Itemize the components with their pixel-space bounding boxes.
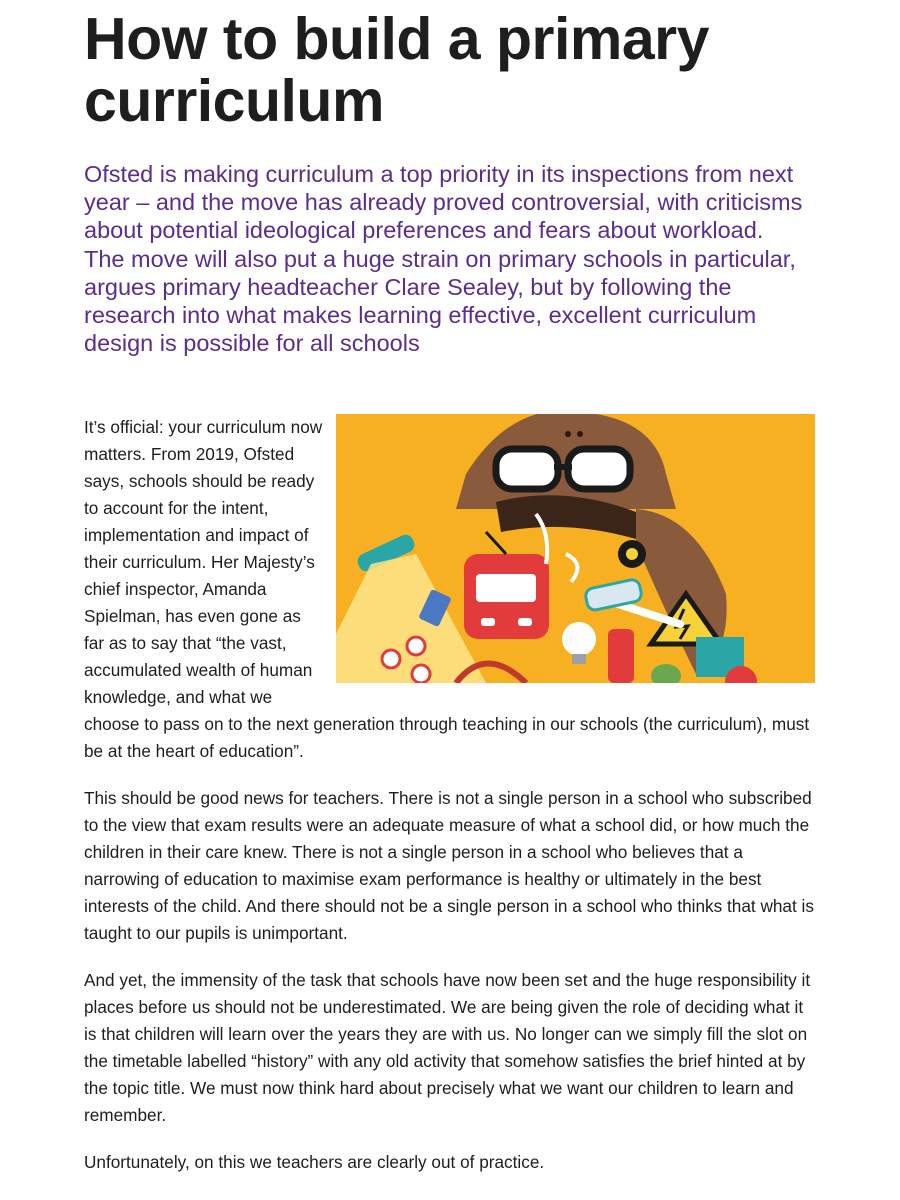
paragraph-4: Unfortunately, on this we teachers are clearly out of practice. [84, 1152, 545, 1172]
article-title: How to build a primary curriculum [84, 6, 709, 134]
paragraph-1: It’s official: your curriculum now matters. From 2019, Ofsted says, schools should be ready to account for the intent, implementation and impact of their curriculum. Her Majesty’s chief inspector, Amanda Spielman, has even gone as far as to say that “the vast, accumulated wealth of human knowledge, and what we choose to pass on to the next generation through teaching in our schools (the curriculum), must be at the heart of education”. [84, 417, 810, 761]
article-standfirst: Ofsted is making curriculum a top priority in its inspections from next year – and the move has already proved controversial, with criticisms about potential ideological preferences and fears about workload. The move will also put a huge strain on primary schools in particular, argues primary headteacher Clare Sealey, but by following the research into what makes learning effective, excellent curriculum design is possible for all schools [84, 161, 803, 357]
article-body [84, 414, 815, 1196]
head-with-objects-illustration [336, 414, 815, 683]
paragraph-2: This should be good news for teachers. There is not a single person in a school who subscribed to the view that exam results were an adequate measure of what a school did, or how much the children in their care knew. There is not a single person in a school who believes that a narrowing of education to maximise exam performance is healthy or ultimately in the best interests of the child. And there should not be a single person in a school who thinks that what is taught to our pupils is unimportant. [84, 788, 814, 943]
paragraph-3: And yet, the immensity of the task that schools have now been set and the huge responsibility it places before us should not be underestimated. We are being given the role of deciding what it is that children will learn over the years they are with us. No longer can we simply fill the slot on the timetable labelled “history” with any old activity that somehow satisfies the brief hinted at by the topic title. We must now think hard about precisely what we want our children to learn and remember. [84, 970, 811, 1125]
